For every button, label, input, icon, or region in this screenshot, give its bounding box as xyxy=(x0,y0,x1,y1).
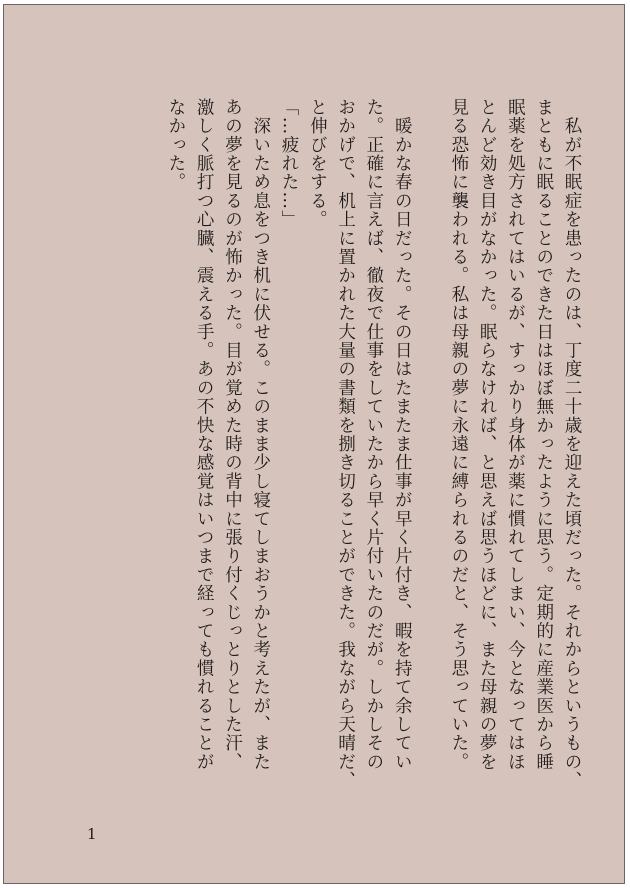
text-line: 暖かな春の日だった。その日はたまたま仕事が早く片付き、暇を持て余してい xyxy=(392,98,413,772)
text-line: とんど効き目がなかった。眠らなければ、と思えば思うほどに、また母親の夢を xyxy=(477,98,498,772)
text-line: 見る恐怖に襲われる。私は母親の夢に永遠に縛られるのだと、そう思っていた。 xyxy=(448,98,469,772)
page-number: 1 xyxy=(87,825,97,843)
text-line: おかげで、机上に置かれた大量の書類を捌き切ることができた。我ながら天晴だ、 xyxy=(335,98,356,790)
text-line: 私が不眠症を患ったのは、丁度二十歳を迎えた頃だった。それからというもの、 xyxy=(562,98,582,790)
text-line: 激しく脈打つ心臓、震える手。あの不快な感覚はいつまで経っても慣れることが xyxy=(194,98,215,772)
manuscript-page xyxy=(3,4,625,884)
dialogue-line: 「…疲れた…」 xyxy=(279,98,300,229)
text-line: と伸びをする。 xyxy=(307,98,328,229)
text-line: 眠薬を処方されてはいるが、すっかり身体が薬に慣れてしまい、今となってはほ xyxy=(505,98,526,772)
text-line: なかった。 xyxy=(165,98,186,192)
vertical-text-body xyxy=(116,98,586,828)
text-line: た。正確に言えば、徹夜で仕事をしていたから早く片付いたのだが。しかしその xyxy=(363,98,384,772)
text-line: 深いため息をつき机に伏せる。このまま少し寝てしまおうかと考えたが、また xyxy=(250,98,271,772)
text-line: あの夢を見るのが怖かった。目が覚めた時の背中に張り付くじっとりとした汗、 xyxy=(222,98,243,772)
paragraph-break xyxy=(416,98,444,828)
text-line: まともに眠ることのできた日はほぼ無かったように思う。定期的に産業医から睡 xyxy=(533,98,554,772)
